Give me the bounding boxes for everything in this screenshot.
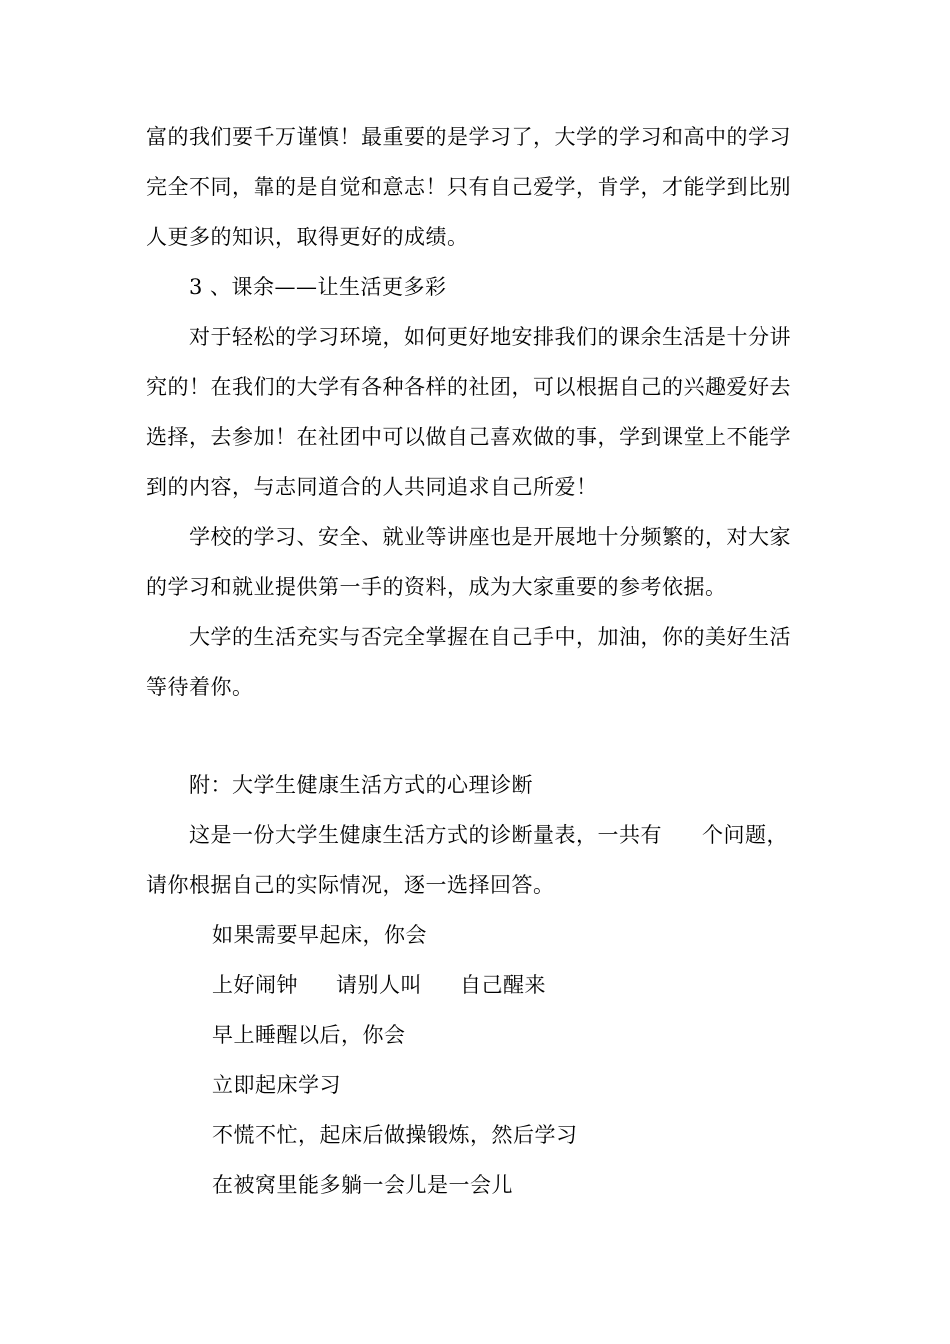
paragraph-line: 大学的生活充实与否完全掌握在自己手中，加油，你的美好生活 [189, 625, 791, 649]
option-text: 自己醒来 [460, 973, 546, 997]
option-text: 请别人叫 [336, 973, 422, 997]
question-prompt: 早上睡醒以后，你会 [212, 1023, 406, 1047]
appendix-intro-text-b: 个问题， [702, 823, 788, 847]
paragraph-line: 人更多的知识，取得更好的成绩。 [146, 225, 469, 249]
paragraph-line: 等待着你。 [146, 675, 254, 699]
appendix-intro-line: 请你根据自己的实际情况，逐一选择回答。 [146, 873, 555, 897]
paragraph-line: 完全不同，靠的是自觉和意志！只有自己爱学，肯学，才能学到比别 [146, 175, 791, 199]
paragraph-line: 富的我们要千万谨慎！最重要的是学习了，大学的学习和高中的学习 [146, 125, 791, 149]
option-text: 上好闹钟 [212, 973, 298, 997]
section-heading: 3 、课余——让生活更多彩 [189, 275, 447, 299]
question-prompt: 如果需要早起床，你会 [212, 923, 427, 947]
option-text: 立即起床学习 [212, 1073, 341, 1097]
paragraph-line: 对于轻松的学习环境，如何更好地安排我们的课余生活是十分讲 [189, 325, 791, 349]
option-text: 在被窝里能多躺一会儿是一会儿 [212, 1173, 513, 1197]
paragraph-line: 学校的学习、安全、就业等讲座也是开展地十分频繁的，对大家 [189, 525, 791, 549]
appendix-intro-line [189, 822, 859, 848]
option-text: 不慌不忙，起床后做操锻炼，然后学习 [212, 1123, 578, 1147]
appendix-title: 附：大学生健康生活方式的心理诊断 [189, 773, 533, 797]
question-options [212, 972, 882, 998]
paragraph-line: 究的！在我们的大学有各种各样的社团，可以根据自己的兴趣爱好去 [146, 375, 791, 399]
paragraph-line: 的学习和就业提供第一手的资料，成为大家重要的参考依据。 [146, 575, 727, 599]
appendix-intro-text-a: 这是一份大学生健康生活方式的诊断量表，一共有 [189, 823, 662, 847]
paragraph-line: 选择，去参加！在社团中可以做自己喜欢做的事，学到课堂上不能学 [146, 425, 791, 449]
paragraph-line: 到的内容，与志同道合的人共同追求自己所爱！ [146, 475, 598, 499]
